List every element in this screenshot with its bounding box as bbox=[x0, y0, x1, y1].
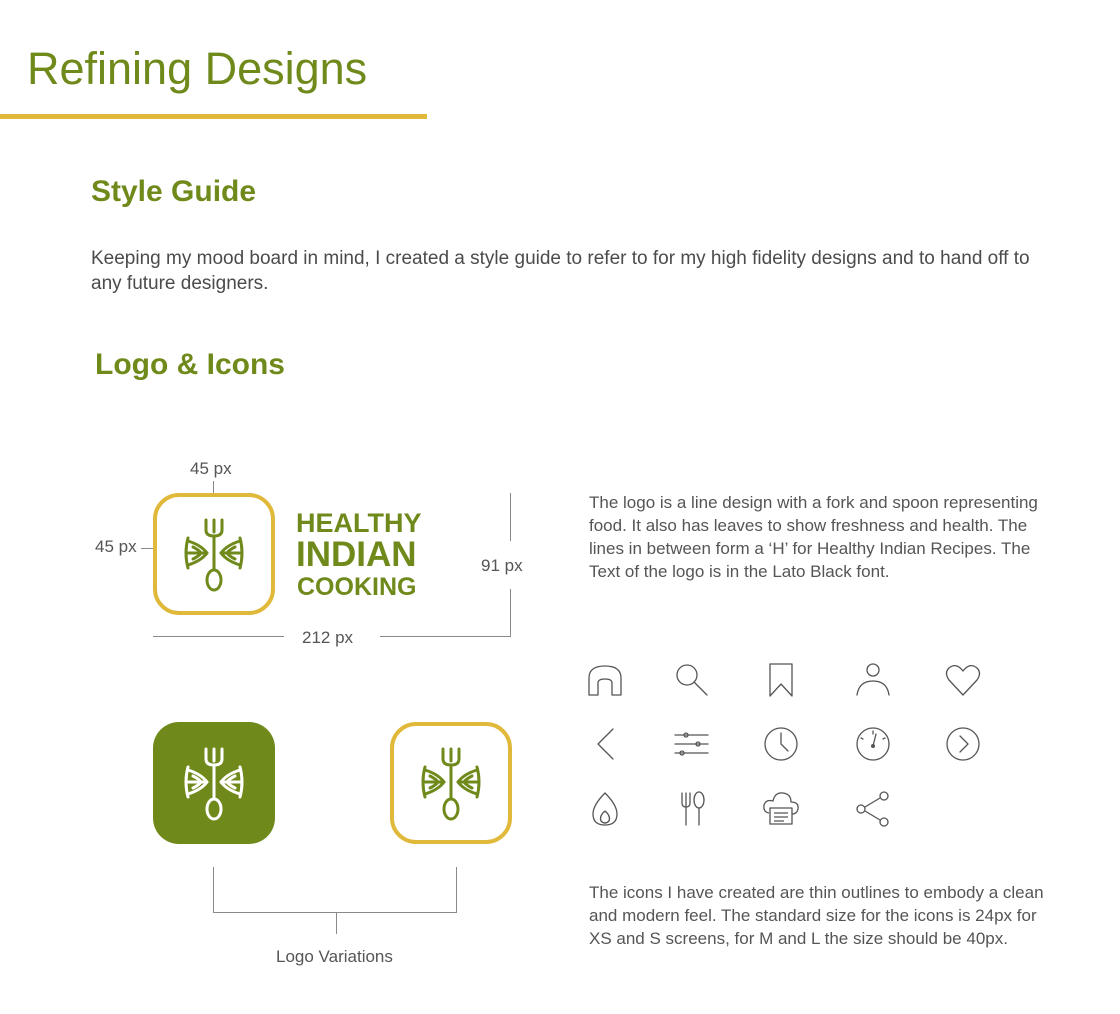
recipe-icon bbox=[761, 789, 801, 829]
home-icon bbox=[585, 660, 625, 700]
style-guide-heading: Style Guide bbox=[91, 175, 257, 208]
heart-icon bbox=[943, 660, 983, 700]
logo-variation-green bbox=[153, 722, 275, 844]
style-guide-intro: Keeping my mood board in mind, I created a style guide to refer to for my high fidelity designs and to hand off to any future designers. bbox=[91, 248, 1030, 294]
brand-word-cooking: COOKING bbox=[297, 573, 417, 601]
logo-mark bbox=[153, 493, 275, 615]
logo-icons-heading: Logo & Icons bbox=[95, 348, 285, 381]
logo-variation-outline bbox=[390, 722, 512, 844]
fork-spoon-leaves-icon bbox=[157, 497, 271, 611]
variations-bracket-stem bbox=[336, 912, 337, 934]
clock-icon bbox=[761, 724, 801, 764]
dimension-right-line-top bbox=[510, 493, 511, 541]
dimension-bottom-line-right bbox=[380, 636, 511, 637]
dimension-right-label: 91 px bbox=[481, 556, 523, 575]
chevron-left-icon bbox=[585, 724, 625, 764]
logo-description: The logo is a line design with a fork and spoon representing food. It also has leaves to show freshness and health. The lines in between form a ‘H’ for Healthy Indian Recipes. The Text of the logo is in the Lato Black font. bbox=[589, 493, 1038, 581]
icons-description: The icons I have created are thin outlines to embody a clean and modern feel. The standard size for the icons is 24px for XS and S screens, for M and L the size should be 40px. bbox=[589, 883, 1044, 948]
fork-spoon-leaves-icon bbox=[153, 722, 275, 844]
variations-bracket-bottom bbox=[213, 912, 457, 913]
dimension-right-line-bottom bbox=[510, 589, 511, 637]
flame-icon bbox=[585, 789, 625, 829]
page-title: Refining Designs bbox=[27, 43, 368, 94]
user-icon bbox=[853, 660, 893, 700]
dimension-bottom-line-left bbox=[153, 636, 284, 637]
sliders-icon bbox=[672, 724, 712, 764]
dimension-bottom-label: 212 px bbox=[302, 628, 354, 647]
variations-label: Logo Variations bbox=[276, 947, 393, 966]
gauge-icon bbox=[853, 724, 893, 764]
title-underline bbox=[0, 114, 427, 119]
dimension-left-tick bbox=[141, 548, 153, 549]
brand-word-healthy: HEALTHY bbox=[296, 508, 422, 538]
variations-bracket-left bbox=[213, 867, 214, 913]
dimension-top-label: 45 px bbox=[190, 459, 232, 478]
variations-bracket-right bbox=[456, 867, 457, 913]
dimension-left-label: 45 px bbox=[95, 537, 137, 556]
chevron-right-circle-icon bbox=[943, 724, 983, 764]
bookmark-icon bbox=[761, 660, 801, 700]
search-icon bbox=[672, 660, 712, 700]
share-icon bbox=[853, 789, 893, 829]
utensils-icon bbox=[672, 789, 712, 829]
fork-spoon-leaves-icon bbox=[394, 726, 508, 840]
brand-word-indian: INDIAN bbox=[296, 535, 417, 574]
